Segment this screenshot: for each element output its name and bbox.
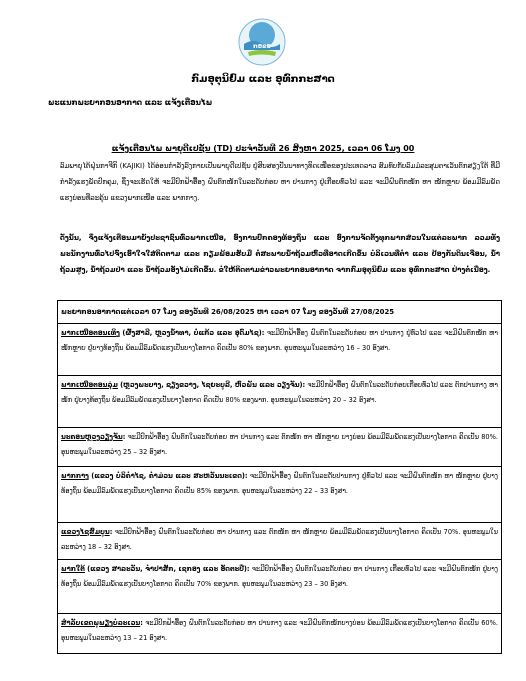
region-provinces: : — [122, 433, 126, 441]
bulletin-paragraph-1: ລົມພາຍຸໄຕ້ຝຸ່ນກາຈີກິ (KAJIKI) ໄດ້ອ່ອນກໍາລັງລົງກາຍເປັນພາຍຸດີເປຊັນ ຢູ່ສິບສອງປັນນາທາງທິດເໜືອຂອງປະເທດລາວ ສົມທົບກັບລົມມໍລະສຸມຕາເວັນຕົກສຽງໃຕ້ ທີ່ມີກໍາລັງແຮງພັດປົກຄຸມ, ຊຶ່ງຈະເຮັດໃຫ້ ຈະມີປົກຟ້າອື້ອງ ຝົນຕົກໜັກໃນລະດັບກ່ອຍ ຫາ ປານກາງ ຢູ່ເກືອບທົ່ວໄປ ແລະ ຈະມີຝົນຕົກໜັກ ຫາ ໜັກຫຼາຍ ພ້ອມມີລົມພັດແຮງບ່ອນທີ່ລະຄຸ້ນ ແຂວງພາກເໜືອ ແລະ ພາກກາງ. — [60, 162, 500, 202]
region-provinces: (ແຂວງ ສາລະວັນ, ຈໍາປາສັກ, ເຊກອງ ແລະ ອັດຕະປື): — [87, 565, 250, 573]
region-name: ນະຄອນຫຼວງວຽງຈັນ — [61, 433, 123, 441]
region-provinces: : — [140, 619, 143, 627]
region-provinces: (ຜົ້ງສາລີ, ຫຼວງນໍ້າທາ, ບໍ່ແກ້ວ ແລະ ອຸດົມໄຊ): — [122, 329, 265, 337]
forecast-period: ພະຍາກອນອາກາດແຕ່ເວລາ 07 ໂມງ ຂອງວັນທີ 26/08/2025 ຫາ ເວລາ 07 ໂມງ ຂອງວັນທີ 27/08/2025 — [58, 301, 501, 324]
region-name: ສໍາລັບເຂດພູພຽງບໍລະເວນ — [61, 619, 141, 627]
region-forecast: ຈະມີປົກຟ້າອື້ອງ ຝົນຕົກໃນລະດັບກ່ອຍເກືອບທົ່ວໄປ ແລະ ຕົກປານກາງ ຫາ ໜັກ ຢູ່ບາງທ້ອງຖິ່ນ ພ້ອມມີລົມພັດແຮງເປັນບາງໂອກາດ ຄິດເປັນ 80% ຂອງພາກ. ອຸນຫະພູມໃນລະຫວ່າງ 20 – 32 ອົງສາ. — [61, 381, 498, 404]
region-provinces: : — [109, 528, 113, 536]
region-provinces: (ແຂວງ ບໍລິຄໍາໄຊ, ຄໍາມ່ວນ ແລະ ສະຫວັນນະເຂດ): — [91, 472, 248, 480]
bulletin-paragraph-2: ດັ່ງນັ້ນ, ຈຶ່ງແຈ້ງເຕືອນມາຍັງປະຊາຊົນທົ່ວພາກເໜືອ, ອົງການປົກຄອງທ້ອງຖິ່ນ ແລະ ອົງການຈັດຕັ້ງທຸກພາກສ່ວນໃນແຕ່ລະພາກ ລວມທັງພະນັກງານທົ່ວໄປຈົ່ງເອົາໃຈໃສ່ຕິດຕາມ ແລະ ກຽມພ້ອມຮັບມື ຕໍ່ສະພາບນໍ້າຖ້ວມຫົວທີ່ອາດເກີດຂຶ້ນ ບໍລິເວນທີ່ຕໍ່າ ແລະ ປ້ອງກັນດິນເຈື່ອນ, ນໍ້າຖ້ວມສູງ, ນໍ້າຖ້ວມປ່າ ແລະ ນໍ້າຖ້ວມອັງໄມ່ເກີດຂຶ້ນ. ຂໍໃຫ້ຕິດຕາມຂ່າວພະຍາກອນອາກາດ ຈາກກົມອຸຕຸນິຍົມ ແລະ ອຸທົກກະສາດ ຢ່າງຕໍ່ເນື່ອງ. — [60, 234, 500, 274]
region-forecast: ຈະມີປົກຟ້າອື້ອງ ຝົນຕົກໃນລະດັບກ່ອຍ ຫາ ປານກາງ ແລະ ຕົກໜັກ ຫາ ໜັກຫຼາຍ ພ້ອມມີລົມພັດແຮງເປັນບາງໂອກາດ ຄິດເປັນ 70%. ອຸນຫະພູມໃນລະຫວ່າງ 18 – 32 ອົງສາ. — [61, 528, 498, 551]
region-provinces: (ຫຼວງພະບາງ, ຊຽງຂວາງ, ໄຊຍະບູລີ, ຫົວພັນ ແລະ ວຽງຈັນ): — [120, 381, 306, 389]
region-forecast: ຈະມີປົກຟ້າອື້ອງ ຝົນຕົກໃນລະດັບປານກາງ ຢູ່ທົ່ວໄປ ແລະ ຈະມີຝົນຕົກໜັກ ຫາ ໜັກຫຼາຍ ຢູ່ບາງທ້ອງຖິ່ນ ພ້ອມມີລົມພັດແຮງເປັນບາງໂອກາດ ຄິດເປັນ 85% ຂອງພາກ. ອຸນຫະພູມໃນລະຫວ່າງ 22 – 33 ອົງສາ. — [61, 472, 498, 495]
region-name: ພາກເໜືອຕອນລຸ່ມ — [61, 381, 118, 389]
region-name: ພາກເໜືອຕອນເທິງ — [61, 329, 120, 337]
region-name: ພາກກາງ — [61, 472, 89, 480]
region-name: ພາກໃຕ້ — [61, 565, 85, 573]
ministry-logo — [238, 18, 286, 66]
forecast-row — [58, 467, 501, 523]
forecast-row — [58, 560, 501, 614]
department-name: ພະແນກພະຍາກອນອາກາດ ແລະ ແຈ້ງເຕືອນໄພ — [48, 98, 213, 107]
region-forecast: ຈະມີປົກຟ້າອື້ອງ ຝົນຕົກໃນລະດັບກ່ອຍ ຫາ ປານກາງ ແລະ ຕົກໜັກ ຫາ ໜັກຫຼາຍ ບາງບ່ອນ ພ້ອມມີລົມພັດແຮງເປັນບາງໂອກາດ ຄິດເປັນ 80%. ອຸນຫະພູມໃນລະຫວ່າງ 25 – 32 ອົງສາ. — [61, 433, 498, 456]
bulletin-headline: ແຈ້ງເຕືອນໄພ ພາຍຸດີເປຊັນ (TD) ປະຈໍາວັນທີ 26 ສິງຫາ 2025, ເວລາ 06 ໂມງ 00 — [111, 144, 415, 153]
region-forecast: ຈະມີປົກຟ້າອື້ອງ ຝົນຕົກໃນລະດັບກ່ອຍ ຫາ ປານກາງ ຢູ່ທົ່ວໄປ ແລະ ຈະມີຝົນຕົກໜັກ ຫາ ໜັກຫຼາຍ ຢູ່ບາງທ້ອງຖິ່ນ ພ້ອມມີລົມພັດແຮງເປັນບາງໂອກາດ ຄິດເປັນ 80% ຂອງພາກ. ອຸນຫະພູມໃນລະຫວ່າງ 16 – 30 ອົງສາ. — [61, 329, 498, 352]
forecast-table — [57, 300, 502, 654]
region-name: ແຂວງໄຊສົມບູນ — [61, 528, 110, 536]
forecast-row — [58, 523, 501, 560]
forecast-row — [58, 614, 501, 653]
forecast-row — [58, 376, 501, 428]
ministry-name: ກົມອຸຕຸນິຍົມ ແລະ ອຸທົກກະສາດ — [191, 74, 335, 85]
forecast-row — [58, 428, 501, 467]
forecast-row — [58, 324, 501, 376]
region-forecast: ຈະມີປົກຟ້າອື້ອງ ຝົນຕົກໃນລະດັບກ່ອຍ ຫາ ປານກາງ ເກືອບທົ່ວໄປ ແລະ ຈະມີຝົນຕົກໜັກ ຢູ່ບາງທ້ອງຖິ່ນ ພ້ອມມີລົມພັດແຮງເປັນບາງໂອກາດ ຄິດເປັນ 70% ຂອງພາກ. ອຸນຫະພູມໃນລະຫວ່າງ 23 – 30 ອົງສາ. — [61, 565, 498, 588]
region-forecast: ຈະມີປົກຟ້າອື້ອງ ຝົນຕົກໃນລະດັບກ່ອຍ ຫາ ປານກາງ ແລະ ຈະມີຝົນຕົກໜັກບາງບ່ອນ ພ້ອມມີລົມພັດແຮງເປັນບາງໂອກາດ ຄິດເປັນ 60%. ອຸນຫະພູມໃນລະຫວ່າງ 13 – 21 ອົງສາ. — [61, 619, 498, 642]
logo-text: ກອຂອ — [253, 43, 271, 50]
